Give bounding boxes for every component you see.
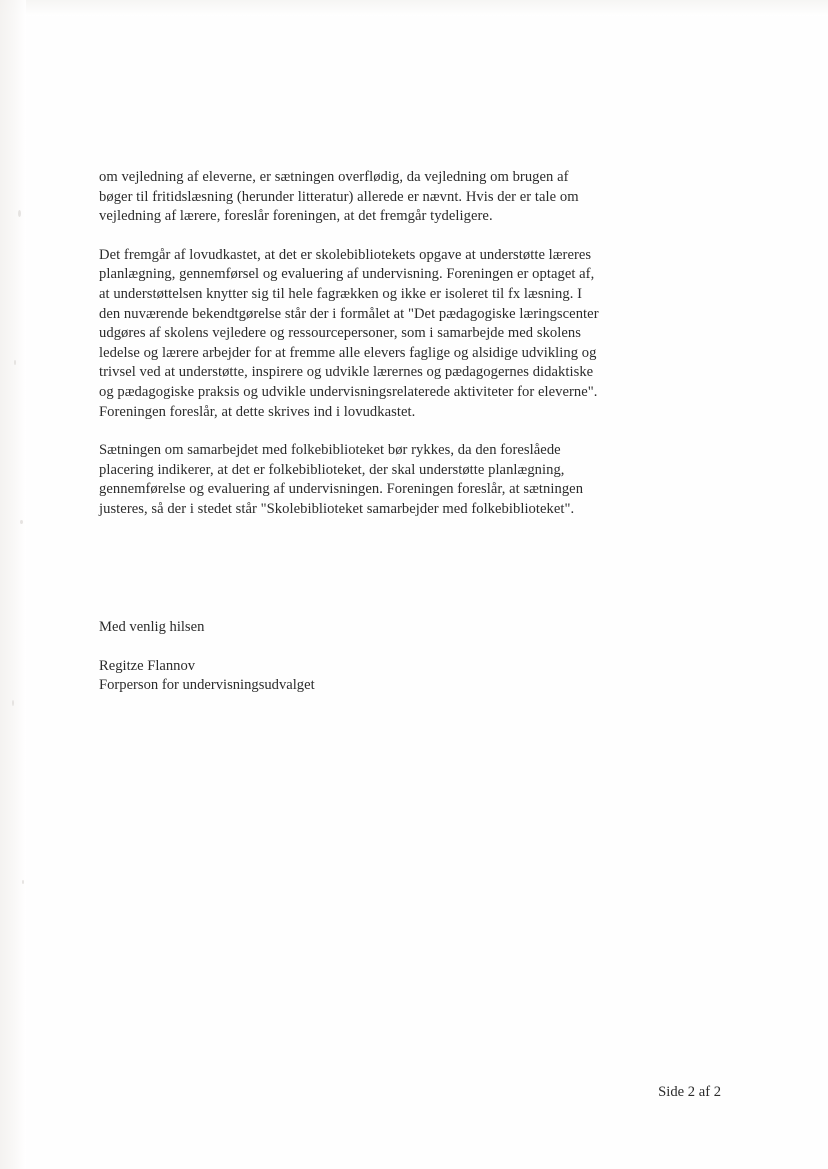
closing-salutation: Med venlig hilsen xyxy=(99,619,205,635)
scan-edge-left xyxy=(0,0,26,1169)
signer-title: Forperson for undervisningsudvalget xyxy=(99,677,315,694)
body-paragraph-3: Sætningen om samarbejdet med folkebiblioteket bør rykkes, da den foreslåede placering indikerer, at det er folkebiblioteket, der skal understøtte planlægning, gennemførelse og evaluering af undervisningen. Foreningen foreslår, at sætningen justeres, så der i stedet står "Skolebiblioteket samarbejder med folkebiblioteket". xyxy=(99,442,584,517)
scan-speck xyxy=(20,520,23,524)
signature-block xyxy=(99,618,559,696)
signer-name: Regitze Flannov xyxy=(99,657,196,674)
body-paragraph-1: om vejledning af eleverne, er sætningen overflødig, da vejledning om brugen af bøger til fritidslæsning (herunder litteratur) allerede er nævnt. Hvis der er tale om vejledning af lærere, foreslår foreningen, at det fremgår tydeligere. xyxy=(99,169,579,225)
document-body xyxy=(99,168,599,539)
body-paragraph-2: Det fremgår af lovudkastet, at det er skolebibliotekets opgave at understøtte læreres planlægning, gennemførsel og evaluering af undervisning. Foreningen er optaget af, at understøttelsen knytter sig til hele fagrækken og ikke er isoleret til fx læsning. I den nuværende bekendtgørelse står der i formålet at "Det pædagogiske læringscenter udgøres af skolens vejledere og ressourcepersoner, som i samarbejde med skolens ledelse og lærere arbejder for at fremme alle elevers faglige og alsidige udvikling og trivsel ved at understøtte, inspirere og udvikle lærernes og pædagogernes didaktiske og pædagogiske praksis og udvikle undervisningsrelaterede aktiviteter for eleverne". Foreningen foreslår, at dette skrives ind i lovudkastet. xyxy=(99,246,599,420)
scan-speck xyxy=(22,880,24,884)
signature-spacer xyxy=(99,638,559,657)
scan-edge-top xyxy=(0,0,828,16)
scan-speck xyxy=(18,210,21,217)
page-footer: Side 2 af 2 xyxy=(658,1084,721,1100)
scan-speck xyxy=(12,700,14,706)
scan-speck xyxy=(14,360,16,365)
